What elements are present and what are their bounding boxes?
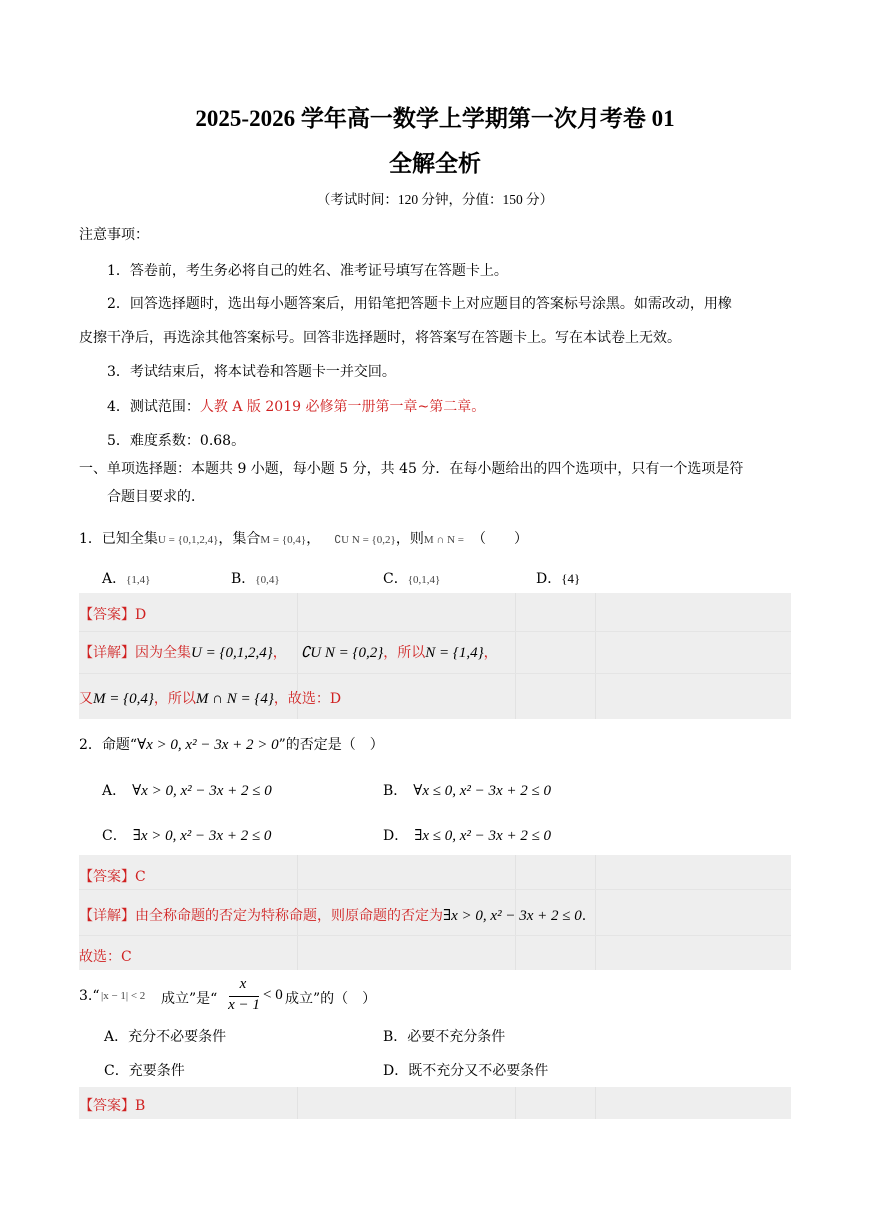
option-value: {0,4}	[255, 574, 280, 586]
option-value: ∀x ≤ 0, x² − 3x + 2 ≤ 0	[413, 783, 552, 799]
q1-paren: （ ）	[471, 531, 528, 547]
option-label: C．	[104, 1063, 129, 1079]
note-item-4	[107, 396, 485, 416]
q1-exp-cn: ∁U N = {0,2}	[300, 645, 384, 661]
test-scope: 人教 A 版 2019 必修第一册第一章~第二章。	[199, 399, 486, 415]
q2-option-a[interactable]	[102, 780, 272, 800]
exam-info: （考试时间：120 分钟，分值：150 分）	[316, 192, 554, 207]
note-item-4-prefix: 4．测试范围：	[107, 399, 200, 415]
q1-exp-text-b: ，	[272, 645, 287, 661]
q1-complement-n: ∁U N = {0,2}	[334, 534, 396, 546]
q1-text-3: ，则	[395, 531, 424, 547]
q1-exp2-text-c: ，故选：D	[273, 691, 342, 707]
option-value: 充要条件	[128, 1063, 185, 1079]
q3-less-than-zero: < 0	[263, 987, 283, 1003]
q3-text-mid: 成立”是“	[161, 991, 218, 1007]
option-value: ∃x > 0, x² − 3x + 2 ≤ 0	[132, 828, 272, 844]
q2-answer: 【答案】C	[79, 869, 146, 885]
note-item-1: 1．答卷前，考生务必将自己的姓名、准考证号填写在答题卡上。	[107, 263, 508, 279]
document-subtitle: 全解全析	[389, 151, 481, 176]
option-label: D．	[383, 1063, 409, 1079]
q1-exp2-text-b: ，所以	[153, 691, 196, 707]
q2-tail: ”的否定是（ ）	[278, 737, 384, 753]
question-2-number: 2．命题“	[79, 737, 138, 753]
question-1-number: 1．已知全集	[79, 531, 158, 547]
q1-option-c[interactable]	[383, 568, 440, 588]
option-value: {0,1,4}	[407, 574, 441, 586]
q3-condition-1: |x − 1| < 2	[101, 990, 146, 1002]
q1-exp-u: U = {0,1,2,4}	[191, 645, 273, 661]
q2-proposition: ∀x > 0, x² − 3x + 2 > 0	[137, 737, 279, 753]
note-item-2-line1: 2．回答选择题时，选出每小题答案后，用铅笔把答题卡上对应题目的答案标号涂黑。如需改动，用橡	[107, 296, 732, 312]
q1-exp-text-c: ，所以	[383, 645, 426, 661]
option-value: 必要不充分条件	[407, 1029, 506, 1045]
question-2-stem	[79, 734, 384, 754]
option-label: A．	[102, 571, 127, 587]
option-label: A．	[104, 1029, 129, 1045]
note-item-2-line2: 皮擦干净后，再选涂其他答案标号。回答非选择题时，将答案写在答题卡上。写在本试卷上无效。	[79, 330, 681, 346]
q2-exp-end: .	[581, 908, 587, 924]
q1-text-2: ，	[306, 531, 321, 547]
q2-option-b[interactable]	[383, 780, 551, 800]
section-heading-line1: 一、单项选择题：本题共 9 小题，每小题 5 分，共 45 分．在每小题给出的四个选项中，只有一个选项是符	[79, 461, 744, 477]
q1-expression: M ∩ N =	[423, 534, 464, 546]
option-label: C．	[383, 571, 408, 587]
option-label: C．	[102, 828, 127, 844]
q2-conclusion: 故选：C	[79, 949, 132, 965]
note-item-5: 5．难度系数：0.68。	[107, 433, 246, 449]
q1-answer: 【答案】D	[79, 607, 147, 623]
q2-exp-math: ∃x > 0, x² − 3x + 2 ≤ 0	[443, 908, 582, 924]
question-3-number: 3.“	[79, 988, 100, 1004]
q3-answer: 【答案】B	[79, 1098, 146, 1114]
option-label: B．	[231, 571, 256, 587]
q3-answer-box	[79, 1087, 791, 1119]
option-label: B．	[383, 1029, 408, 1045]
explanation-tag: 【详解】	[79, 908, 135, 924]
q2-option-d[interactable]	[383, 825, 551, 845]
q1-option-b[interactable]	[231, 568, 280, 588]
q1-option-a[interactable]	[102, 568, 150, 588]
q1-exp-n: N = {1,4}	[425, 645, 484, 661]
document-title: 2025-2026 学年高一数学上学期第一次月考卷 01	[195, 106, 675, 131]
option-label: D．	[536, 571, 562, 587]
q1-exp-text-d: ，	[483, 645, 498, 661]
option-value: {4}	[561, 571, 581, 586]
q2-option-c[interactable]	[102, 825, 271, 845]
option-value: ∃x ≤ 0, x² − 3x + 2 ≤ 0	[414, 828, 552, 844]
q1-option-d[interactable]	[536, 568, 580, 588]
q1-exp-text-a: 因为全集	[135, 645, 191, 661]
option-label: B．	[383, 783, 408, 799]
q1-exp2-text-a: 又	[79, 691, 93, 707]
option-value: 充分不必要条件	[128, 1029, 227, 1045]
q1-universal-set: U = {0,1,2,4}	[157, 534, 219, 546]
q1-exp2-m: M = {0,4}	[93, 691, 154, 707]
q1-explanation-line1	[79, 642, 498, 662]
option-label: A．	[102, 783, 127, 799]
notes-heading: 注意事项：	[79, 227, 149, 243]
q3-frac-denominator: x − 1	[228, 997, 260, 1013]
option-value: ∀x > 0, x² − 3x + 2 ≤ 0	[132, 783, 272, 799]
q1-set-m: M = {0,4}	[260, 534, 307, 546]
q3-option-b[interactable]	[383, 1026, 505, 1046]
section-heading-line2: 合题目要求的．	[107, 489, 205, 505]
option-value: {1,4}	[126, 574, 151, 586]
question-1-stem	[79, 528, 528, 548]
q3-frac-numerator: x	[239, 976, 247, 992]
explanation-tag: 【详解】	[79, 645, 135, 661]
note-item-3: 3．考试结束后，将本试卷和答题卡一并交回。	[107, 364, 396, 380]
q1-explanation-line2	[79, 688, 341, 708]
q3-option-c[interactable]	[104, 1060, 185, 1080]
q1-exp2-mn: M ∩ N = {4}	[195, 691, 274, 707]
q1-text-1: ，集合	[218, 531, 261, 547]
option-value: 既不充分又不必要条件	[408, 1063, 549, 1079]
q3-option-d[interactable]	[383, 1060, 548, 1080]
q3-option-a[interactable]	[104, 1026, 226, 1046]
q2-exp-text: 由全称命题的否定为特称命题，则原命题的否定为	[135, 908, 443, 924]
q2-explanation	[79, 905, 586, 925]
q3-tail: 成立”的（ ）	[285, 991, 377, 1007]
option-label: D．	[383, 828, 409, 844]
